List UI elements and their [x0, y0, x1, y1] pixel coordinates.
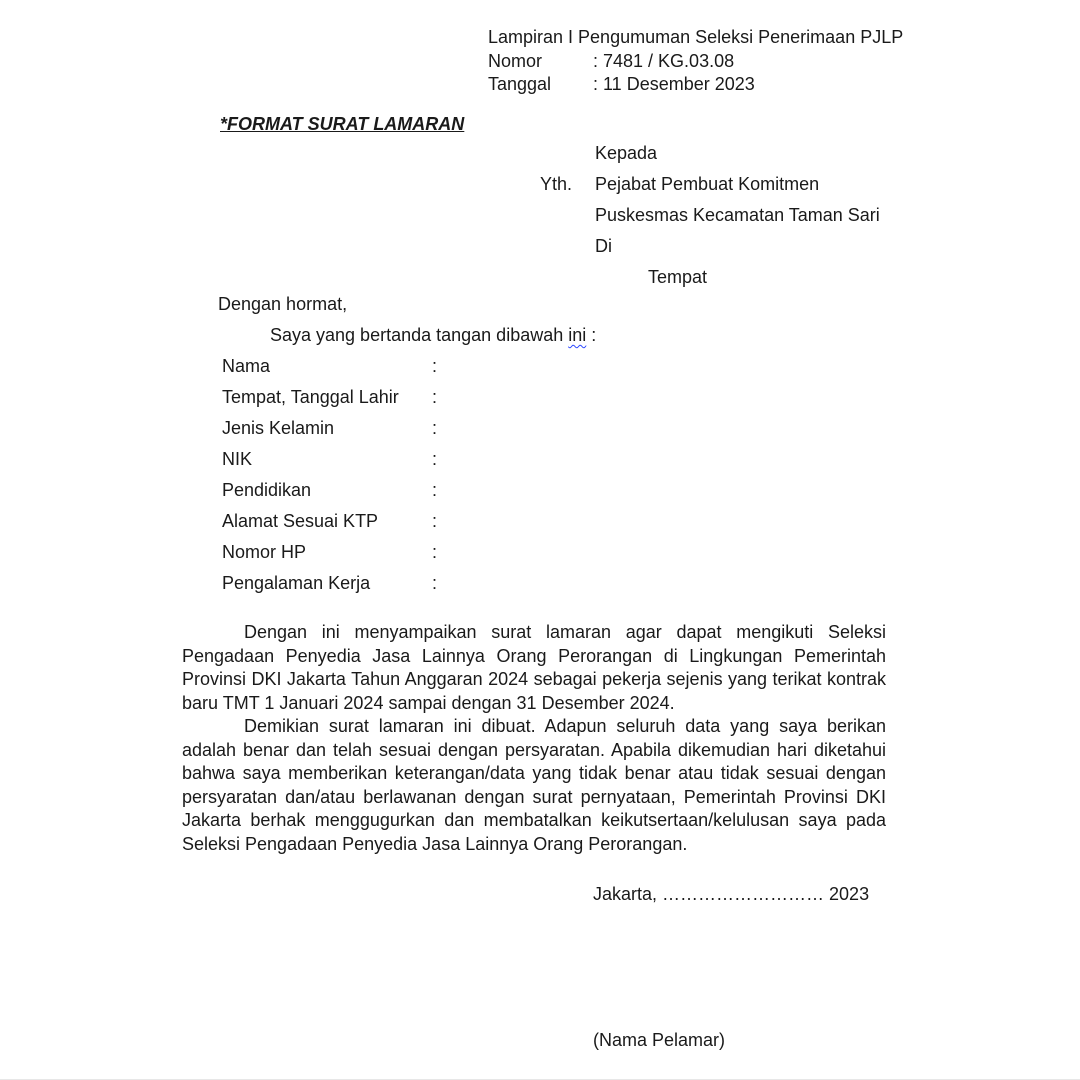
tanggal-label: Tanggal [488, 74, 552, 94]
di-label: Di [595, 236, 612, 256]
intro-text-after: : [586, 325, 597, 345]
organization-line [540, 200, 880, 231]
nomor-row [488, 50, 903, 74]
field-label: Pendidikan [222, 480, 312, 500]
field-row-tempat-tanggal-lahir [222, 382, 437, 413]
intro-text-before: Saya yang bertanda tangan dibawah [270, 325, 569, 345]
field-colon: : [432, 511, 438, 531]
field-colon: : [432, 387, 438, 407]
field-row-pengalaman-kerja [222, 568, 437, 599]
kepada-label: Kepada [595, 143, 658, 163]
addressee: Pejabat Pembuat Komitmen [595, 174, 820, 194]
field-row-nama [222, 351, 437, 382]
field-label: Nomor HP [222, 542, 307, 562]
salutation-block [218, 289, 596, 351]
recipient-block [540, 138, 880, 293]
tempat-label: Tempat [648, 267, 708, 287]
field-label: NIK [222, 449, 253, 469]
field-label: Alamat Sesuai KTP [222, 511, 379, 531]
field-colon: : [432, 418, 438, 438]
nomor-label: Nomor [488, 50, 543, 71]
intro-line [218, 320, 596, 351]
field-row-alamat-ktp [222, 506, 437, 537]
di-line [540, 231, 880, 262]
body-paragraph-2: Demikian surat lamaran ini dibuat. Adapun seluruh data yang saya berikan adalah benar dan telah sesuai dengan persyaratan. Apabila dikemudian hari diketahui bahwa saya memberikan keterangan/data yang tidak benar atau tidak sesuai dengan persyaratan dan/atau berlawanan dengan surat pernyataan, Pemerintah Provinsi DKI Jakarta berhak menggugurkan dan membatalkan keikutsertaan/kelulusan saya pada Seleksi Pengadaan Penyedia Jasa Lainnya Orang Perorangan. [182, 716, 886, 854]
field-label: Tempat, Tanggal Lahir [222, 387, 399, 407]
organization: Puskesmas Kecamatan Taman Sari [595, 205, 880, 225]
document-title: *FORMAT SURAT LAMARAN [220, 114, 465, 134]
spellcheck-flagged-word: ini [568, 325, 587, 345]
lampiran-title-line: Lampiran I Pengumuman Seleksi Penerimaan PJLP [488, 27, 904, 47]
applicant-form-fields [222, 351, 437, 599]
field-colon: : [432, 480, 438, 500]
field-colon: : [432, 449, 438, 469]
letter-body [182, 621, 886, 856]
tanggal-row [488, 73, 903, 97]
field-row-jenis-kelamin [222, 413, 437, 444]
body-paragraph-1: Dengan ini menyampaikan surat lamaran agar dapat mengikuti Seleksi Pengadaan Penyedia Jasa Lainnya Orang Perorangan di Lingkungan Pemerintah Provinsi DKI Jakarta Tahun Anggaran 2024 sebagai pekerja sejenis yang terikat kontrak baru TMT 1 Januari 2024 sampai dengan 31 Desember 2024. [182, 622, 886, 713]
signature-name-placeholder: (Nama Pelamar) [593, 1030, 726, 1050]
field-row-pendidikan [222, 475, 437, 506]
kepada-line [540, 138, 880, 169]
salutation: Dengan hormat, [218, 294, 348, 314]
field-row-nomor-hp [222, 537, 437, 568]
tanggal-value: : 11 Desember 2023 [593, 74, 755, 94]
field-label: Pengalaman Kerja [222, 573, 371, 593]
nomor-value: : 7481 / KG.03.08 [593, 50, 735, 71]
yth-line [540, 169, 880, 200]
field-row-nik [222, 444, 437, 475]
closing-date-line: Jakarta, ……………………… 2023 [593, 884, 870, 904]
yth-label: Yth. [540, 174, 573, 194]
field-colon: : [432, 356, 438, 376]
field-colon: : [432, 542, 438, 562]
field-colon: : [432, 573, 438, 593]
field-label: Jenis Kelamin [222, 418, 335, 438]
field-label: Nama [222, 356, 271, 376]
lampiran-header [488, 26, 903, 97]
